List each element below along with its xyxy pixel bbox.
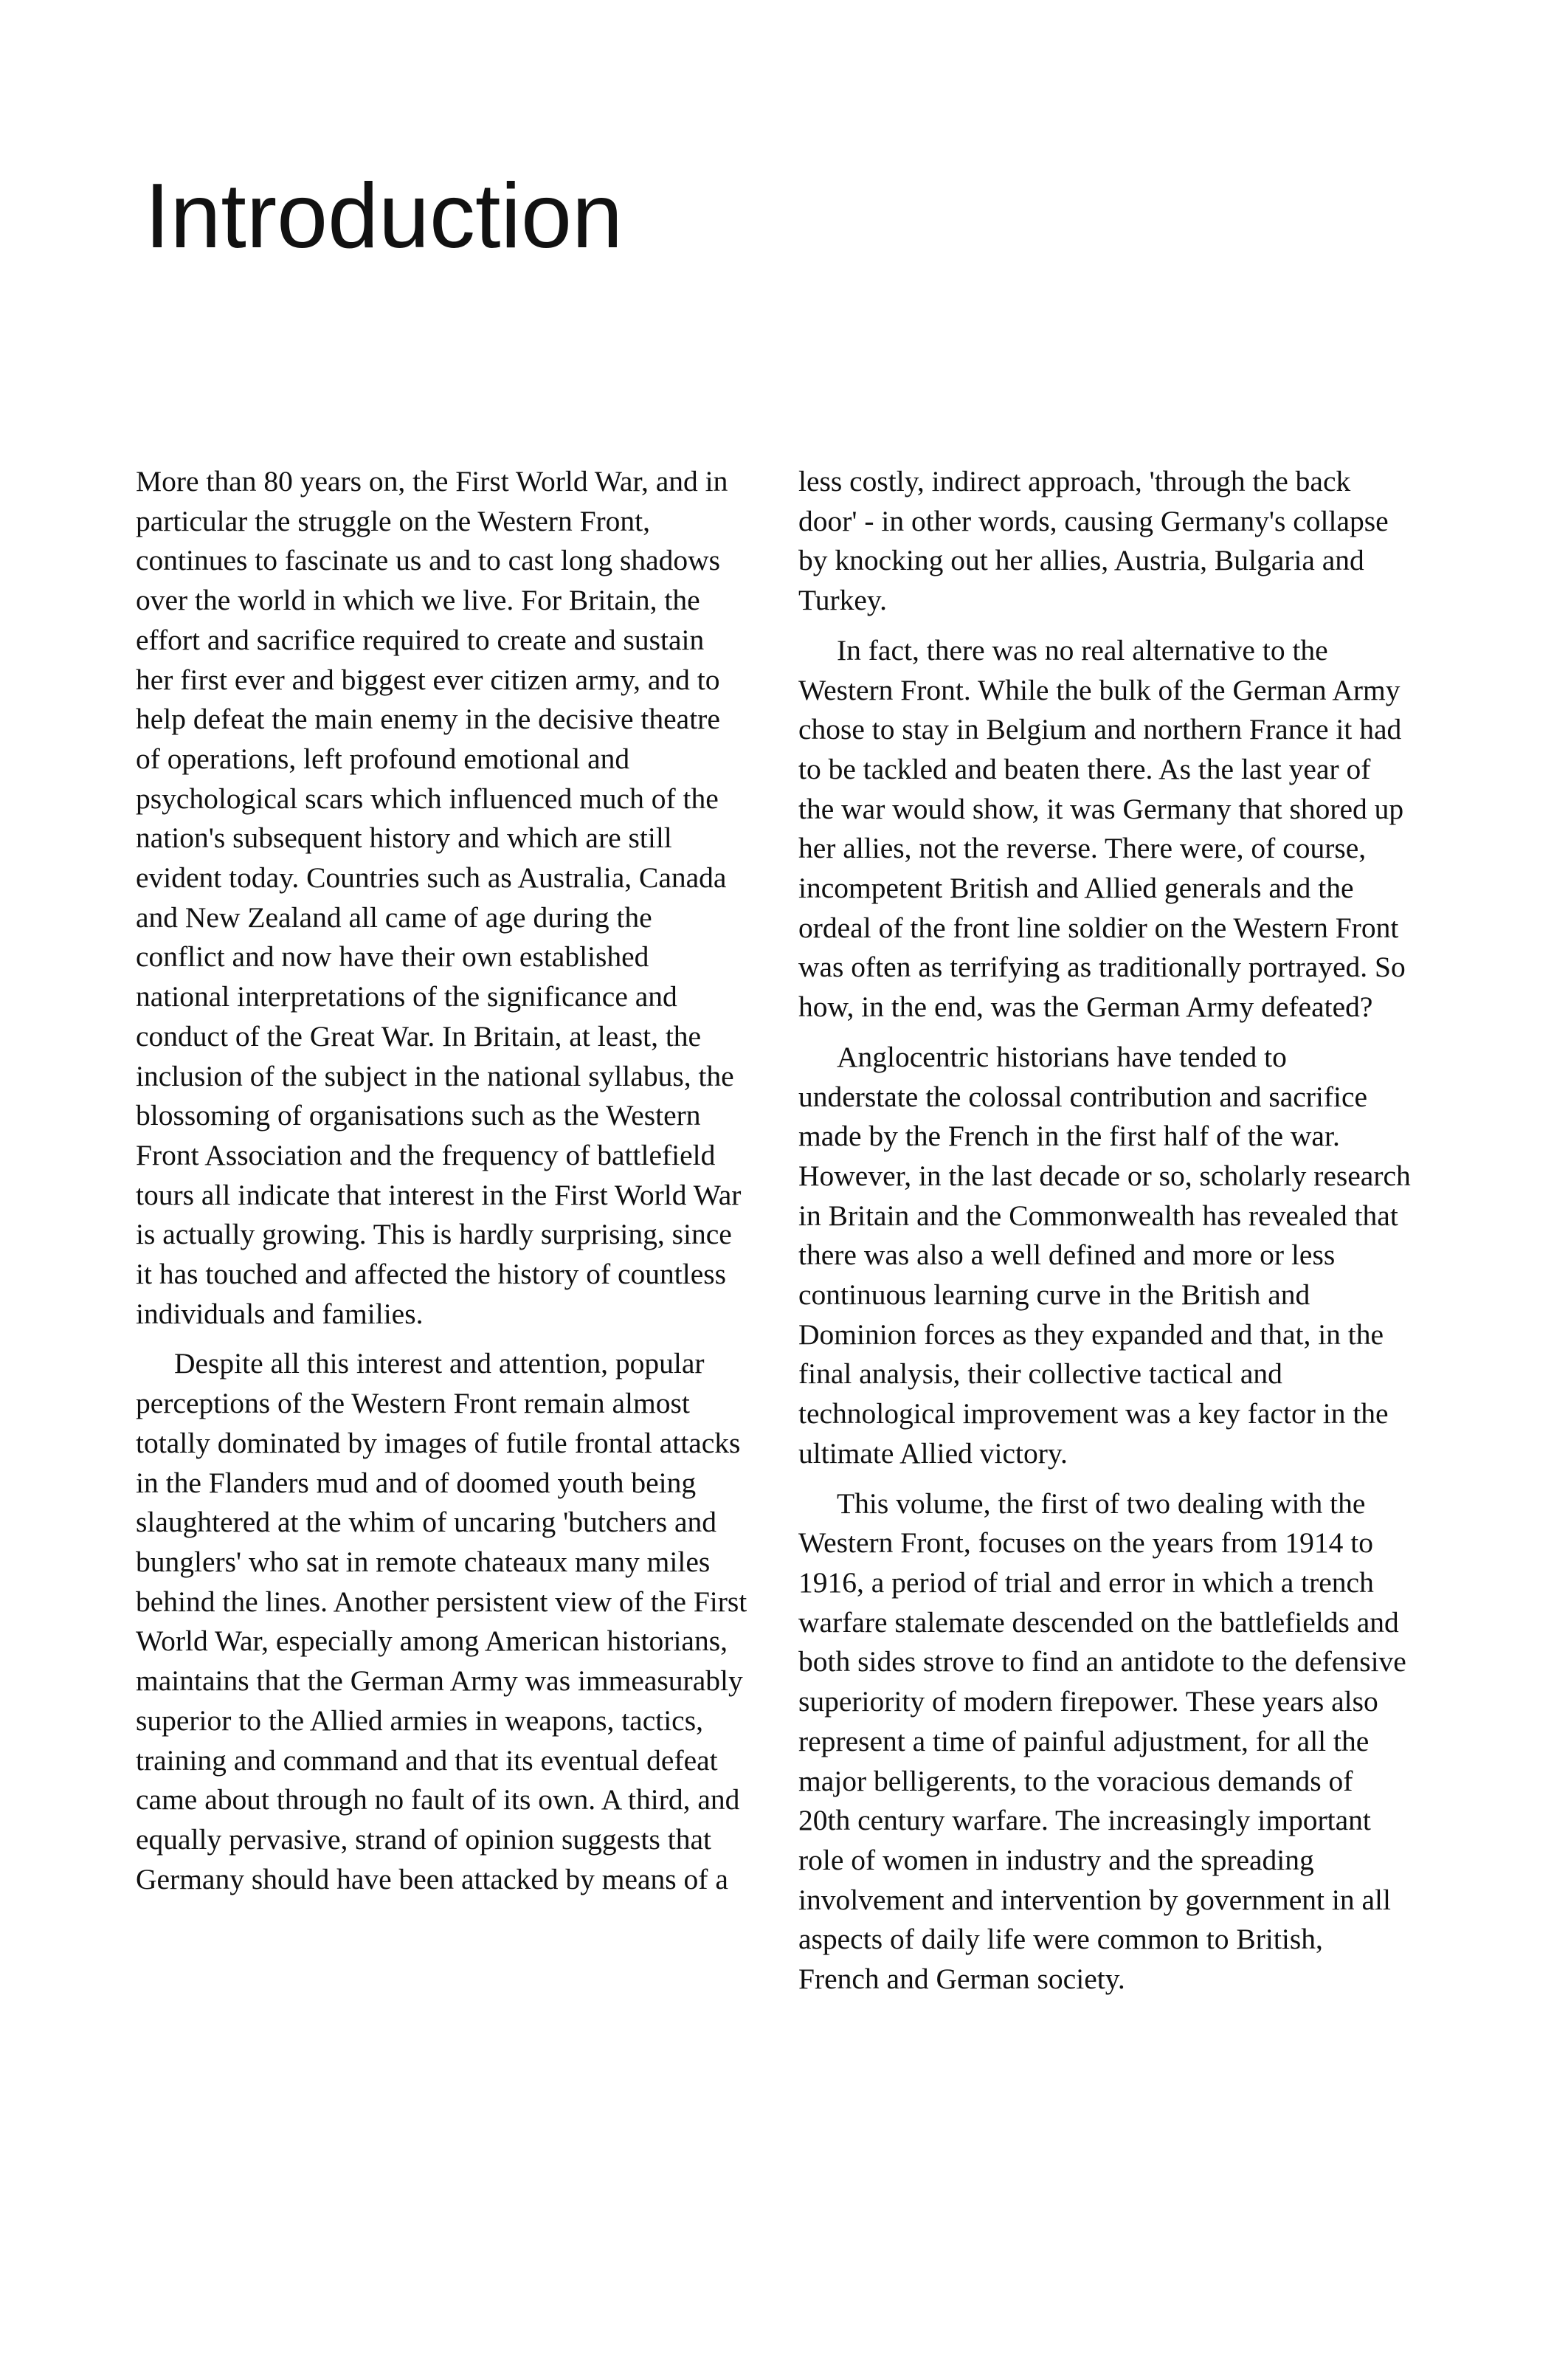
paragraph: Despite all this interest and attention, popular perceptions of the Western Front remain almost totally dominated by images of futile frontal attacks in the Flanders mud and of doomed youth being slaughtered at the whim of uncaring 'butchers and bunglers' who sat in remote chateaux many miles behind the lines. Another persistent view of the First World War, especially among American historians, maintains that the German Army was immeasurably superior to the Allied armies in weapons, tactics, training and command and that its eventual defeat came about through no fault of its own. A third, and equally pervasive, strand of opinion suggests that Germany should have been attacked by means of a <box>136 1347 747 1895</box>
paragraph: This volume, the first of two dealing with the Western Front, focuses on the years from 1914 to 1916, a period of trial and error in which a trench warfare stalemate descended on the battlefields and both sides strove to find an antidote to the defensive superiority of modern firepower. These years also represent a time of painful adjustment, for all the major belligerents, to the voracious demands of 20th century warfare. The increasingly important role of women in industry and the spreading involvement and intervention by government in all aspects of daily life were common to British, French and German society. <box>798 1487 1406 1996</box>
paragraph: In fact, there was no real alternative to the Western Front. While the bulk of the German Army chose to stay in Belgium and northern France it had to be tackled and beaten there. As the last year of the war would show, it was Germany that shored up her allies, not the reverse. There were, of course, incompetent British and Allied generals and the ordeal of the front line soldier on the Western Front was often as terrifying as traditionally portrayed. So how, in the end, was the German Army defeated? <box>798 633 1406 1024</box>
paragraph: More than 80 years on, the First World War, and in particular the struggle on the Western Front, continues to fascinate us and to cast long shadows over the world in which we live. For Britain, the effort and sacrifice required to create and sustain her first ever and biggest ever citizen army, and to help defeat the main enemy in the decisive theatre of operations, left profound emotional and psychological scars which influenced much of the nation's subsequent history and which are still evident today. Countries such as Australia, Canada and New Zealand all came of age during the conflict and now have their own established national interpretations of the significance and conduct of the Great War. In Britain, at least, the inclusion of the subject in the national syllabus, the blossoming of organisations such as the Western Front Association and the frequency of battlefield tours all indicate that interest in the First World War is actually growing. This is hardly surprising, since it has touched and affected the history of countless individuals and families. <box>136 465 742 1330</box>
left-column <box>136 462 748 1909</box>
paragraph: Anglocentric historians have tended to understate the colossal contribution and sacrifice made by the French in the first half of the war. However, in the last decade or so, scholarly research in Britain and the Commonwealth has revealed that there was also a well defined and more or less continuous learning curve in the British and Dominion forces as they expanded and that, in the final analysis, their collective tactical and technological improvement was a key factor in the ultimate Allied victory. <box>798 1040 1411 1470</box>
paragraph: less costly, indirect approach, 'through the back door' - in other words, causing Germany's collapse by knocking out her allies, Austria, Bulgaria and Turkey. <box>798 465 1389 617</box>
page-title: Introduction <box>145 165 623 267</box>
right-column <box>798 462 1411 2010</box>
